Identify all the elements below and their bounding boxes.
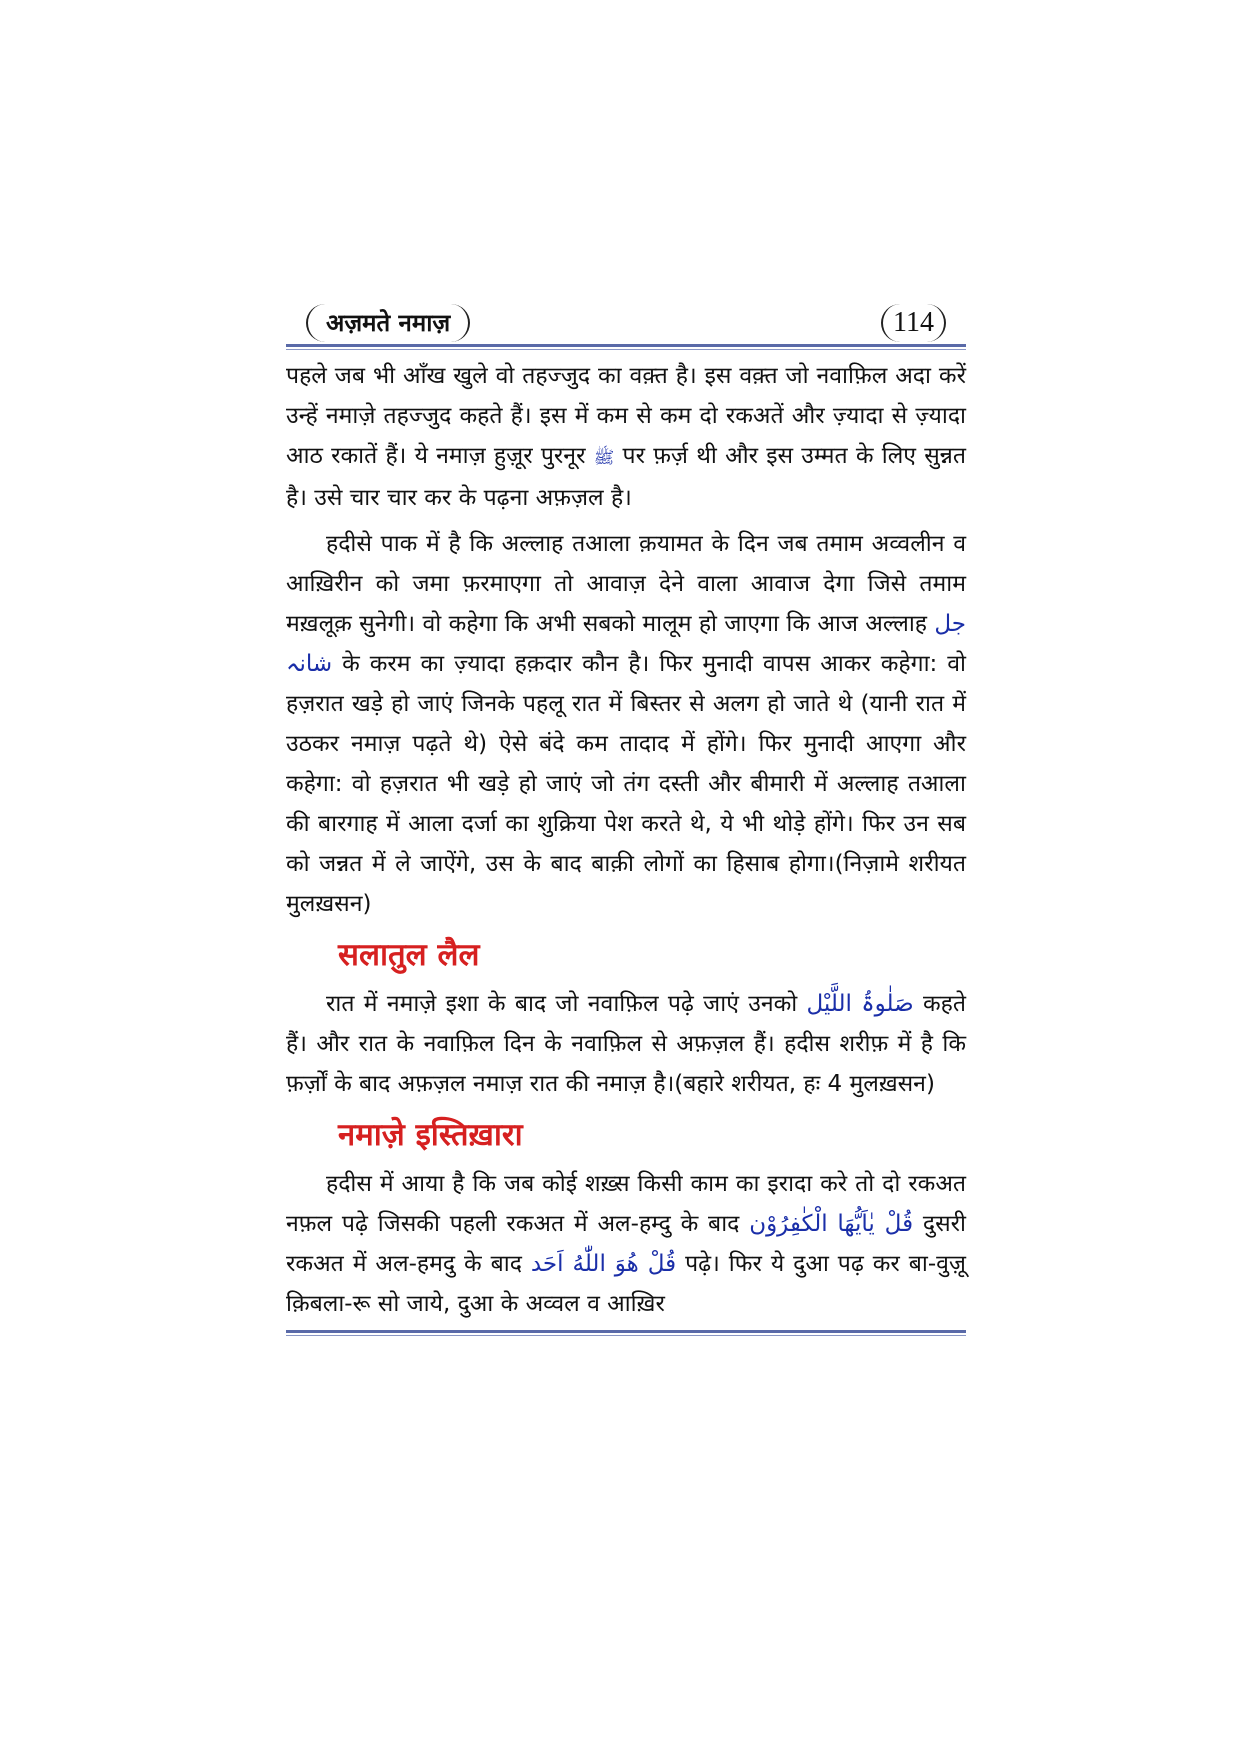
page-number: 114 — [881, 304, 946, 342]
paragraph-text: पर फ़र्ज़ थी और इस उम्मत के लिए सुन्नत है। उसे चार चार कर के पढ़ना अफ़ज़ल है। — [286, 443, 967, 511]
section-heading-salatul-lail: सलातुल लैल — [338, 937, 480, 973]
paragraph-text: पहले जब भी आँख खुले वो तहज्जुद का वक़्त है। इस वक़्त जो नवाफ़िल अदा करें उन्हें नमाज़े तहज्जुद कहते हैं। इस में कम से कम दो रकअतें और ज़्यादा से ज़्यादा आठ रकातें हैं। ये नमाज़ हुज़ूर पुरनूर — [286, 363, 966, 469]
section-heading-istikhara: नमाज़े इस्तिख़ारा — [338, 1117, 523, 1153]
arabic-phrase: قُلْ يٰاَيُّهَا الْكٰفِرُوْن — [749, 1211, 914, 1237]
paragraph-text: दुसरी रकअत में अल-हमदु के बाद — [286, 1211, 966, 1277]
header-rule — [286, 344, 966, 347]
paragraph-tahajjud — [286, 356, 966, 518]
book-title: अज़मते नमाज़ — [306, 304, 470, 342]
paragraph-text: पढ़े। फिर ये दुआ पढ़ कर बा-वुज़ू क़िबला-रू सो जाये, दुआ के अव्वल व आख़िर — [286, 1251, 966, 1317]
arabic-phrase: جل شانہ — [286, 611, 966, 677]
running-header — [286, 300, 966, 350]
paragraph-hadith — [286, 524, 966, 924]
paragraph-text: हदीसे पाक में है कि अल्लाह तआला क़यामत के दिन जब तमाम अव्वलीन व आख़िरीन को जमा फ़रमाएगा तो आवाज़ देने वाला आवाज देगा जिसे तमाम मख़लूक़ सुनेगी। वो कहेगा कि अभी सबको मालूम हो जाएगा कि आज अल्लाह — [286, 531, 966, 637]
honorific-symbol: ﷺ — [593, 448, 615, 468]
arabic-phrase: قُلْ هُوَ اللّٰهُ اَحَد — [530, 1251, 677, 1277]
paragraph-text: कहते हैं। और रात के नवाफ़िल दिन के नवाफ़िल से अफ़ज़ल हैं। हदीस शरीफ़ में है कि फ़र्ज़ों के बाद अफ़ज़ल नमाज़ रात की नमाज़ है।(बहारे शरीयत, हः 4 मुलख़सन) — [286, 991, 967, 1097]
paragraph-istikhara — [286, 1164, 966, 1324]
paragraph-salatul-lail — [286, 984, 966, 1104]
paragraph-text: रात में नमाज़े इशा के बाद जो नवाफ़िल पढ़े जाएं उनको — [326, 991, 798, 1017]
footer-rule — [286, 1330, 966, 1333]
paragraph-text: के करम का ज़्यादा हक़दार कौन है। फिर मुनादी वापस आकर कहेगा: वो हज़रात खड़े हो जाएं जिनके पहलू रात में बिस्तर से अलग हो जाते थे (यानी रात में उठकर नमाज़ पढ़ते थे) ऐसे बंदे कम तादाद में होंगे। फिर मुनादी आएगा और कहेगा: वो हज़रात भी खड़े हो जाएं जो तंग दस्ती और बीमारी में अल्लाह तआला की बारगाह में आला दर्जा का शुक्रिया पेश करते थे, ये भी थोड़े होंगे। फिर उन सब को जन्नत में ले जाऐंगे, उस के बाद बाक़ी लोगों का हिसाब होगा।(निज़ामे शरीयत मुलख़सन) — [286, 651, 966, 917]
header-rule-thin — [286, 349, 966, 350]
footer-rule-thin — [286, 1335, 966, 1336]
arabic-phrase: صَلٰوۃُ اللَّیْل — [806, 991, 914, 1017]
page — [286, 300, 966, 1336]
paragraph-text: हदीस में आया है कि जब कोई शख़्स किसी काम का इरादा करे तो दो रकअत नफ़ल पढ़े जिसकी पहली रकअत में अल-हम्दु के बाद — [286, 1171, 966, 1237]
